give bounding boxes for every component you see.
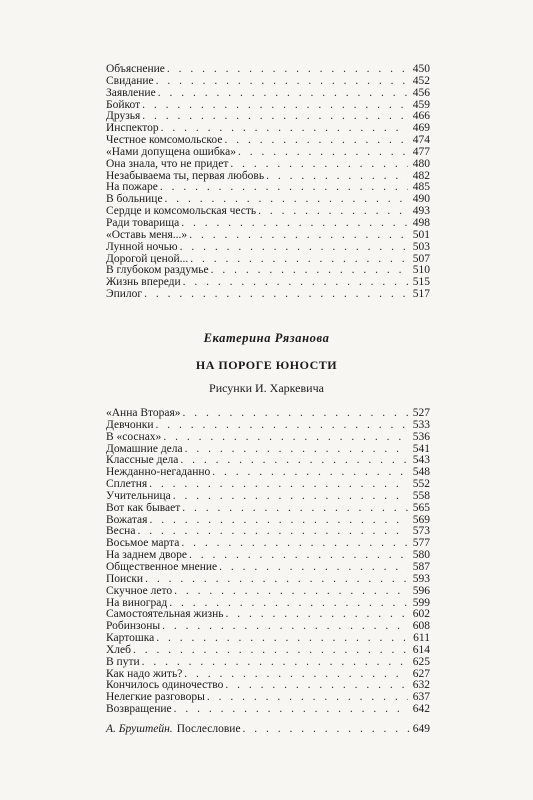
dot-leader xyxy=(212,467,408,479)
toc-list-bottom xyxy=(106,408,430,716)
toc-entry-page: 515 xyxy=(412,276,430,289)
toc-entry xyxy=(106,562,430,574)
toc-entry-title: Самостоятельная жизнь xyxy=(106,608,224,621)
toc-entry xyxy=(106,64,430,76)
toc-entry-page: 632 xyxy=(412,679,430,692)
toc-entry-title: Восьмое марта xyxy=(106,537,180,550)
toc-entry-title: На пожаре xyxy=(106,181,158,194)
toc-entry-page: 482 xyxy=(412,169,430,182)
toc-entry xyxy=(106,574,430,586)
toc-entry-title: Хлеб xyxy=(106,643,131,656)
dot-leader xyxy=(167,64,408,76)
toc-entry-title: Девчонки xyxy=(106,418,154,431)
toc-entry-page: 507 xyxy=(412,252,430,265)
toc-entry-page: 627 xyxy=(412,667,430,680)
toc-entry-page: 637 xyxy=(412,691,430,704)
toc-entry-title: Бойкот xyxy=(106,98,141,111)
toc-entry xyxy=(106,704,430,716)
toc-entry-title: «Нами допущена ошибка» xyxy=(106,145,236,158)
dot-leader xyxy=(225,680,408,692)
toc-entry-title: «Анна Вторая» xyxy=(106,407,181,419)
toc-entry-page: 625 xyxy=(412,655,430,668)
dot-leader xyxy=(211,265,408,277)
toc-entry-title: Друзья xyxy=(106,110,141,123)
toc-entry xyxy=(106,147,430,159)
toc-entry-title: Весна xyxy=(106,525,136,538)
toc-entry-page: 614 xyxy=(412,643,430,656)
toc-entry-title: Она знала, что не придет xyxy=(106,157,229,170)
toc-entry-page: 608 xyxy=(412,620,430,633)
toc-entry-title: Робинзоны xyxy=(106,620,161,633)
toc-entry xyxy=(106,408,430,420)
toc-entry xyxy=(106,432,430,444)
dot-leader xyxy=(225,609,408,621)
toc-entry-page: 490 xyxy=(412,193,430,206)
toc-entry-page: 543 xyxy=(412,454,430,467)
toc-entry-title: Вожатая xyxy=(106,513,148,526)
toc-entry xyxy=(106,88,430,100)
dot-leader xyxy=(180,455,408,467)
dot-leader xyxy=(144,289,408,301)
toc-entry-title: Скучное лето xyxy=(106,584,173,597)
toc-entry xyxy=(106,657,430,669)
book-title: НА ПОРОГЕ ЮНОСТИ xyxy=(195,358,338,372)
toc-entry-title: Учительница xyxy=(106,489,171,502)
dot-leader xyxy=(156,633,408,645)
dot-leader xyxy=(189,230,408,242)
toc-list-top xyxy=(106,64,430,301)
toc-entry-title: Объяснение xyxy=(106,63,165,75)
toc-entry-page: 510 xyxy=(412,264,430,277)
dot-leader xyxy=(180,242,408,254)
afterword-entry xyxy=(106,722,430,736)
toc-entry-title: Поиски xyxy=(106,572,144,585)
toc-entry-page: 536 xyxy=(412,430,430,443)
toc-entry-title: Нелегкие разговоры xyxy=(106,691,205,704)
dot-leader xyxy=(156,76,408,88)
dot-leader xyxy=(219,562,408,574)
toc-entry-page: 642 xyxy=(412,703,430,716)
dot-leader xyxy=(190,254,408,266)
toc-entry-page: 569 xyxy=(412,513,430,526)
toc-entry-page: 456 xyxy=(412,86,430,99)
toc-entry-page: 552 xyxy=(412,478,430,491)
toc-entry-page: 477 xyxy=(412,145,430,158)
dot-leader xyxy=(149,515,408,527)
toc-entry-title: Вот как бывает xyxy=(106,501,181,514)
toc-entry xyxy=(106,76,430,88)
toc-entry-title: Свидание xyxy=(106,74,154,87)
toc-entry-page: 452 xyxy=(412,74,430,87)
toc-entry xyxy=(106,100,430,112)
dot-leader xyxy=(181,538,408,550)
toc-entry-title: Жизнь впереди xyxy=(106,276,181,289)
dot-leader xyxy=(183,277,408,289)
toc-entry xyxy=(106,491,430,503)
toc-entry-page: 558 xyxy=(412,489,430,502)
toc-entry-title: В «соснах» xyxy=(106,430,162,443)
dot-leader xyxy=(142,100,408,112)
toc-entry-page: 466 xyxy=(412,110,430,123)
toc-entry xyxy=(106,586,430,598)
toc-entry-page: 611 xyxy=(413,632,430,645)
toc-entry-title: Незабываема ты, первая любовь xyxy=(106,169,265,182)
toc-entry xyxy=(106,467,430,479)
toc-entry-page: 565 xyxy=(412,501,430,514)
toc-entry-page: 541 xyxy=(412,442,430,455)
toc-entry-title: Общественное мнение xyxy=(106,560,218,573)
toc-entry xyxy=(106,230,430,242)
dot-leader xyxy=(183,408,408,420)
toc-entry-page: 599 xyxy=(412,596,430,609)
toc-entry-title: В глубоком раздумье xyxy=(106,264,209,277)
dot-leader xyxy=(181,218,408,230)
toc-entry-page: 548 xyxy=(412,466,430,479)
toc-entry xyxy=(106,645,430,657)
toc-entry-page: 602 xyxy=(412,608,430,621)
toc-entry-page: 493 xyxy=(412,205,430,218)
toc-entry-page: 480 xyxy=(412,157,430,170)
author-name: Екатерина Рязанова xyxy=(203,331,330,345)
dot-leader xyxy=(185,444,408,456)
dot-leader xyxy=(160,182,408,194)
dot-leader xyxy=(238,147,408,159)
illustrations-credit: Рисунки И. Харкевича xyxy=(209,381,324,395)
toc-entry-title: Ради товарища xyxy=(106,216,180,229)
afterword-author: А. Бруштейн. xyxy=(106,723,173,735)
toc-entry-title: В больнице xyxy=(106,193,163,206)
toc-entry-page: 593 xyxy=(412,572,430,585)
dot-leader xyxy=(189,550,408,562)
dot-leader xyxy=(243,722,413,736)
toc-entry-page: 533 xyxy=(412,418,430,431)
dot-leader xyxy=(142,111,408,123)
dot-leader xyxy=(163,432,408,444)
toc-entry xyxy=(106,503,430,515)
toc-entry xyxy=(106,633,430,645)
dot-leader xyxy=(266,171,408,183)
toc-entry-title: Сплетня xyxy=(106,478,148,491)
toc-entry-title: Домашние дела xyxy=(106,442,183,455)
toc-entry-title: Инспектор xyxy=(106,122,159,135)
dot-leader xyxy=(173,491,408,503)
toc-entry-page: 485 xyxy=(412,181,430,194)
dot-leader xyxy=(133,645,408,657)
toc-entry-page: 459 xyxy=(412,98,430,111)
dot-leader xyxy=(158,88,408,100)
toc-entry xyxy=(106,515,430,527)
toc-entry-page: 450 xyxy=(412,63,430,75)
dot-leader xyxy=(156,420,408,432)
toc-entry xyxy=(106,277,430,289)
toc-entry-title: Классные дела xyxy=(106,454,179,467)
toc-entry-title: Дорогой ценой... xyxy=(106,252,189,265)
toc-entry-title: В пути xyxy=(106,655,140,668)
toc-entry-page: 501 xyxy=(412,228,430,241)
dot-leader xyxy=(207,692,408,704)
dot-leader xyxy=(174,586,408,598)
toc-entry-title: На заднем дворе xyxy=(106,549,187,562)
toc-entry-title: Возвращение xyxy=(106,703,172,716)
toc-entry-page: 474 xyxy=(412,134,430,147)
toc-entry-title: Эпилог xyxy=(106,288,143,301)
toc-entry-page: 573 xyxy=(412,525,430,538)
toc-entry-page: 527 xyxy=(412,407,430,419)
toc-entry-page: 577 xyxy=(412,537,430,550)
toc-entry-title: Заявление xyxy=(106,86,156,99)
toc-entry-title: Кончилось одиночество xyxy=(106,679,224,692)
dot-leader xyxy=(149,479,408,491)
toc-entry-page: 587 xyxy=(412,560,430,573)
dot-leader xyxy=(174,704,408,716)
toc-entry-title: Честное комсомольское xyxy=(106,134,223,147)
dot-leader xyxy=(162,621,408,633)
toc-entry-title: «Оставь меня...» xyxy=(106,228,188,241)
toc-entry-title: Картошка xyxy=(106,632,155,645)
toc-entry-title: Как надо жить? xyxy=(106,667,183,680)
dot-leader xyxy=(182,503,408,515)
toc-entry-page: 517 xyxy=(412,288,430,301)
toc-entry-page: 469 xyxy=(412,122,430,135)
toc-entry xyxy=(106,420,430,432)
toc-entry-title: На виноград xyxy=(106,596,168,609)
toc-entry-title: Нежданно-негаданно xyxy=(106,466,211,479)
toc-entry xyxy=(106,159,430,171)
toc-entry-title: Сердце и комсомольская честь xyxy=(106,205,257,218)
dot-leader xyxy=(230,159,408,171)
afterword-page: 649 xyxy=(412,723,430,735)
toc-entry-page: 503 xyxy=(412,240,430,253)
toc-entry xyxy=(106,289,430,301)
dot-leader xyxy=(145,574,408,586)
dot-leader xyxy=(258,206,408,218)
toc-entry-page: 580 xyxy=(412,549,430,562)
toc-entry xyxy=(106,621,430,633)
toc-entry-page: 498 xyxy=(412,216,430,229)
toc-entry-page: 596 xyxy=(412,584,430,597)
toc-entry xyxy=(106,242,430,254)
toc-entry-title: Лунной ночью xyxy=(106,240,178,253)
dot-leader xyxy=(224,135,408,147)
afterword-title: Послесловие xyxy=(176,723,241,735)
dot-leader xyxy=(142,657,408,669)
